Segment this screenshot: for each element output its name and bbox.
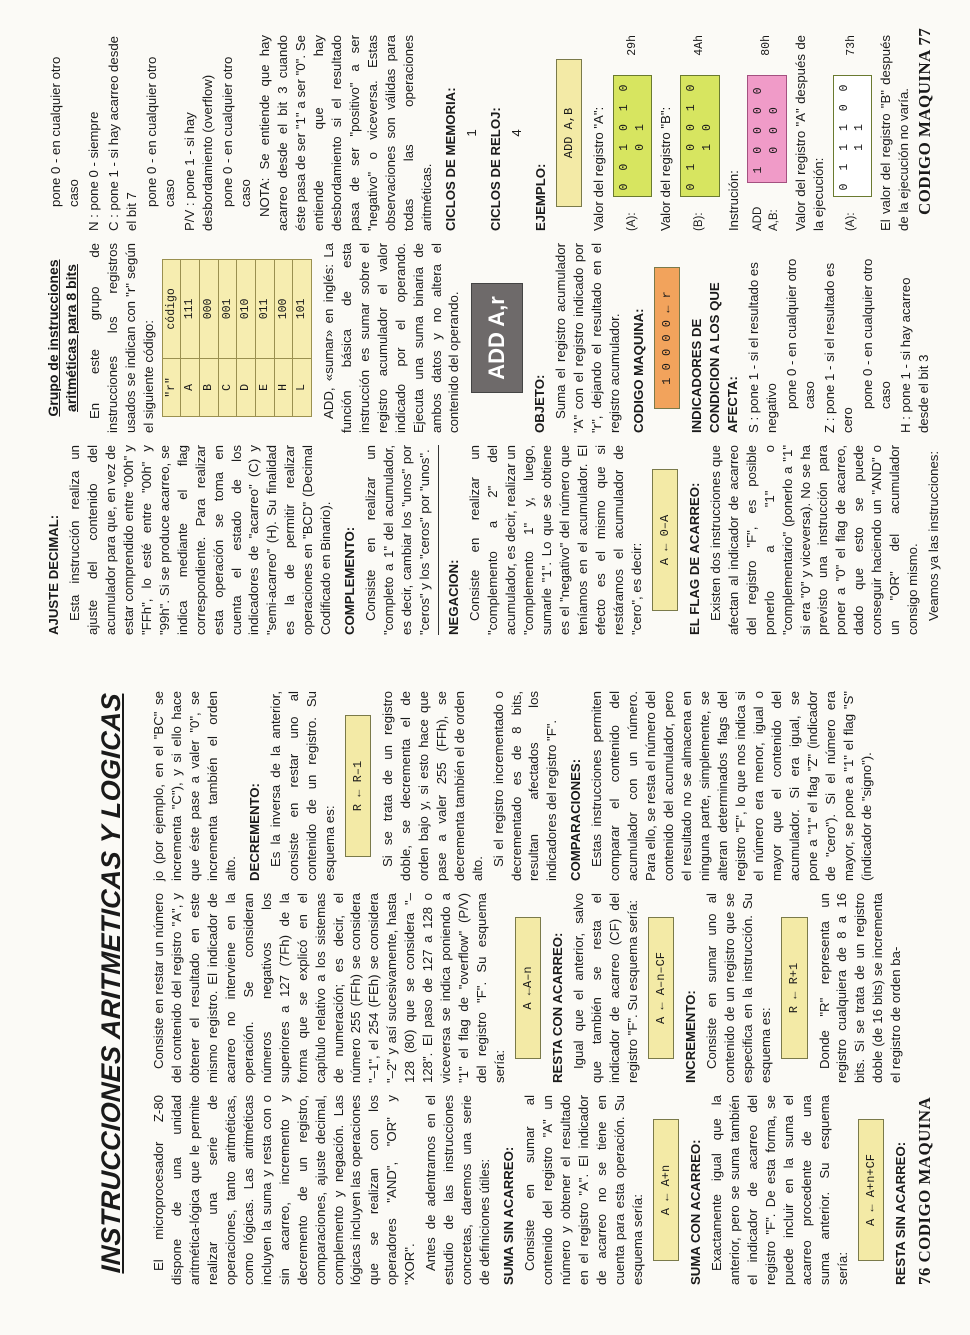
register-bits: 0 0 1 0 1 0 0 1 bbox=[613, 75, 652, 197]
paragraph: Consiste en realizar un "complemento a 2" del acumulador, es decir, realizar un "complemento 1" y, luego, sumarle "1". Lo que se obtiene es el "negativo" del número que teníamos en el acumulador. El efecto es el mismo que si restáramos el acumulador de "cero", es decir: bbox=[466, 445, 644, 635]
paragraph: Existen dos instrucciones que afectan al indicador de acarreo del registro "F", es posible ponerlo a "1" o "complementario" (ponerlo a "1" si era "0" y viceversa). No se ha previsto una instrucción para poner a "0" el flag de acarreo, dado que esto se puede conseguir haciendo un "AND" o un "OR" del acumulador consigo mismo. bbox=[707, 445, 921, 635]
paragraph: Exactamente igual que la anterior, pero se suma también el indicador de acarreo del registro "F". De esta forma, se puede incluir en la suma el acarreo procedente de una suma anterior. Su esquema sería: bbox=[709, 1095, 850, 1285]
section-heading: COMPARACIONES: bbox=[568, 758, 584, 881]
register-label: (A): bbox=[625, 212, 638, 231]
right-column-1 bbox=[45, 445, 942, 635]
section-heading: DECREMENTO: bbox=[246, 783, 262, 881]
table-cell: E bbox=[255, 358, 274, 416]
section-heading: INDICADORES DE CONDICION A LOS QUE AFECTA: bbox=[689, 282, 741, 433]
section-heading: OBJETO: bbox=[532, 374, 548, 433]
flag-line: pone 0 - en cualquier otro caso bbox=[48, 56, 81, 207]
table-cell: A bbox=[181, 358, 200, 416]
table-row bbox=[255, 260, 274, 417]
flag-line: N : pone 0 - siempre bbox=[85, 111, 101, 231]
section-heading: SUMA SIN ACARREO: bbox=[501, 1146, 517, 1285]
page-title: INSTRUCCIONES ARITMETICAS Y LOGICAS bbox=[96, 692, 126, 1274]
formula-box: A ← A+n+CF bbox=[858, 1119, 884, 1261]
table-row bbox=[274, 260, 293, 417]
flags-list bbox=[47, 35, 254, 231]
flag-line: H : pone 1 - si hay acarreo desde el bit 3 bbox=[897, 277, 931, 433]
flag-line: pone 0 - en cualquier otro caso bbox=[219, 56, 253, 207]
table-row bbox=[181, 260, 200, 417]
left-column-2 bbox=[150, 893, 904, 1083]
section-heading: EJEMPLO: bbox=[532, 163, 548, 231]
flag-line: pone 0 - en cualquier otro caso bbox=[784, 258, 818, 409]
flag-line: pone 0 - en cualquier otro caso bbox=[859, 258, 893, 409]
paragraph: Consiste en sumar al contenido del registro "A" un número y obtener el resultado en el registro "A". El indicador de acarreo no se tiene en cuenta para esta operación. Su esquema sería: bbox=[522, 1095, 645, 1285]
caption: Instrución: bbox=[725, 170, 741, 231]
instruction-row bbox=[747, 35, 786, 231]
flag-line: pone 0 - en cualquier otro caso bbox=[143, 56, 177, 207]
clock-cycles-value: 4 bbox=[508, 129, 524, 137]
note-paragraph: NOTA: Se entiende que hay acarreo desde el bit 3 cuando éste pasa de ser "1" a ser "0". Se entiende que hay desbordamiento si el resultado pasa de ser "positivo" a ser "negativo" o viceversa. Estas observaciones son válidas para todas las operaciones aritméticas. bbox=[257, 35, 435, 231]
paragraph: El microprocesador Z-80 dispone de una unidad aritmética-lógica que le permite realizar una serie de operaciones, tanto aritméticas, como lógicas. Las aritméticas incluyen la suma y resta con o sin acarreo, incremento y decremento de un registro, comparaciones, ajuste decimal, complemento y negación. Las lógicas incluyen las operaciones que se realizan con los operadores "AND", "OR" y "XOR". bbox=[151, 1095, 418, 1285]
paragraph: Consiste en restar un número del contenido del registro "A", y obtener el resultado en este mismo registro. El indicador de acarreo no interviene en la operación. Se consideran números negativos los superiores a 127 (7Fh) de la forma que se explicó en el capítulo relativo a los sistemas de numeración; es decir, el número 255 (FFh) se considera "–1", el 254 (FEh) se considera "–2" y así sucesivamente, hasta 128 (80) que se considera "–128". El paso de 127 a 128 o viceversa se indica poniendo a "1" el flag de "overflow" (P/V) del registro "F". Su esquema sería: bbox=[151, 893, 508, 1083]
caption: Valor del registro "A": bbox=[591, 106, 607, 231]
right-column-3 bbox=[45, 35, 911, 231]
caption: Valor del registro "A" después de la ejecución: bbox=[792, 35, 826, 231]
memory-cycles-value: 1 bbox=[463, 129, 479, 137]
section-heading: AJUSTE DECIMAL: bbox=[46, 514, 61, 635]
formula-box: A ← 0–A bbox=[652, 469, 678, 611]
paragraph: Esta instrucción realiza un ajuste del contenido del acumulador para que, en vez de estar comprendido entre "00h" y "FFh", lo esté entre "00h" y "99h". Si se produce acarreo, se indica mediante el flag correspondiente. Para realizar esta operación se toma en cuenta el estado de los indicadores de "acarreo" (C) y "semi-acarreo" (H). Su finalidad es la de permitir realizar operaciones en "BCD" (Decimal Codificado en Binario). bbox=[66, 445, 334, 635]
machine-code-box: 1 0 0 0 0 ← r bbox=[654, 267, 680, 409]
section-heading: EL FLAG DE ACARREO: bbox=[686, 482, 702, 635]
table-cell: 010 bbox=[237, 260, 256, 359]
register-b-row bbox=[680, 35, 719, 231]
paragraph: Igual que el anterior, salvo que también se resta el indicador de acarreo (CF) del registro "F". Su esquema sería: bbox=[571, 893, 641, 1083]
register-label: ADD A,B: bbox=[752, 206, 781, 231]
table-cell: 000 bbox=[200, 260, 219, 359]
register-bits: 0 1 0 0 1 0 1 0 bbox=[680, 75, 719, 197]
paragraph: Si el registro incrementado o decrementado es de 8 bits, resultan afectados los indicadores del registro "F". bbox=[490, 691, 560, 881]
paragraph: ADD, «sumar» en inglés: La función básica de esta instrucción es sumar sobre el registro acumulador el valor indicado por el operando. Ejecuta una suma binaria de ambos datos y no altera el contenido del operando. bbox=[320, 243, 462, 433]
paragraph: Consiste en realizar un "completo a 1" del acumulador, es decir, cambiar los "unos" por "ceros" y los "ceros" por "unos". bbox=[363, 445, 433, 635]
register-code-table bbox=[162, 259, 312, 417]
register-hex: 4Ah bbox=[693, 35, 707, 56]
section-heading: SUMA CON ACARREO: bbox=[688, 1139, 704, 1285]
paragraph: Donde "R" representa un registro cualquiera de 8 a 16 bits. Si se trata de un registro doble (de 16 bits) se incrementa el registro de orden ba- bbox=[816, 893, 904, 1083]
table-header: código bbox=[162, 260, 181, 359]
register-a-row bbox=[613, 35, 652, 231]
divider bbox=[438, 445, 439, 635]
section-heading: COMPLEMENTO: bbox=[342, 526, 358, 635]
register-label: (A): bbox=[845, 212, 858, 231]
caption: Valor del registro "B": bbox=[658, 106, 674, 231]
formula-box: A ← A+n bbox=[653, 1119, 679, 1261]
paragraph: Estas instrucciones permiten comparar el contenido del acumulador con un número. Para ello, se resta el número del contenido del acumulador, pero el resultado no se almacena en ninguna parte, simplemente, se alteran determinados flags del registro "F", lo que nos indica si el número era menor, igual o mayor que el contenido del acumulador. Si era igual, se pone a "1" el flag "Z" (indicador de "cero"). Si el número era mayor, se pone a "1" el flag "S" (indicador de "signo"). bbox=[589, 691, 874, 881]
table-cell: C bbox=[218, 358, 237, 416]
formula-box: R ← R–1 bbox=[345, 715, 371, 857]
example-box: ADD A,B bbox=[556, 59, 582, 207]
right-page-footer: CODIGO MAQUINA 77 bbox=[915, 27, 934, 215]
flag-line: C : pone 1 - si hay acarreo desde el bit 7 bbox=[105, 36, 139, 231]
paragraph: Suma el registro acumulador "A" con el registro indicado por "r", dejando el resultado en el registro acumulador. bbox=[553, 243, 623, 433]
table-cell: D bbox=[237, 358, 256, 416]
table-cell: 111 bbox=[181, 260, 200, 359]
table-cell: 100 bbox=[274, 260, 293, 359]
table-cell: B bbox=[200, 358, 219, 416]
register-hex: 73h bbox=[845, 35, 859, 56]
table-row bbox=[218, 260, 237, 417]
table-row bbox=[237, 260, 256, 417]
group-title: Grupo de instrucciones aritméticas para 8 bits bbox=[45, 259, 79, 417]
register-a-after-row bbox=[833, 35, 872, 231]
table-cell: 101 bbox=[293, 260, 312, 359]
left-column-3 bbox=[150, 691, 900, 881]
formula-box: A ← A–n–CF bbox=[648, 917, 674, 1059]
formula-box: A ←A–n bbox=[515, 917, 541, 1059]
paragraph: Veamos ya las instrucciones: bbox=[926, 450, 942, 621]
paragraph: El valor del registro "B" después de la ejecución no varía. bbox=[877, 35, 911, 231]
register-bits: 0 1 1 1 0 0 1 1 bbox=[833, 75, 872, 197]
section-heading: CICLOS DE RELOJ: bbox=[487, 107, 503, 231]
flag-line: Z : pone 1 - si el resultado es cero bbox=[822, 262, 855, 433]
instruction-banner: ADD A,r bbox=[471, 283, 523, 393]
paragraph: Si se trata de un registro doble, se decrementa el de orden bajo y, si esto hace que pase a valer 255 (FFh), se decrementa también el de orden alto. bbox=[379, 691, 485, 881]
table-row bbox=[200, 260, 219, 417]
left-page-footer: 76 CODIGO MAQUINA bbox=[915, 1096, 934, 1285]
section-heading: INCREMENTO: bbox=[683, 990, 699, 1083]
section-heading: RESTA CON ACARREO: bbox=[550, 932, 566, 1083]
table-header: "r" bbox=[162, 358, 181, 416]
section-heading: NEGACION: bbox=[446, 559, 462, 635]
table-cell: H bbox=[274, 358, 293, 416]
paragraph: En este grupo de instrucciones los registros usados se indican con "r" según el siguiente código: bbox=[87, 243, 156, 433]
formula-box: R ← R+1 bbox=[781, 917, 807, 1059]
flags-list bbox=[745, 243, 933, 433]
paragraph: Es la inversa de la anterior, consiste en restar uno al contenido de un registro. Su esquema es: bbox=[267, 691, 337, 881]
register-hex: 29h bbox=[625, 35, 639, 56]
flag-line: P/V : pone 1 - si hay desbordamiento (overflow) bbox=[181, 74, 215, 231]
section-heading: CODIGO MAQUINA: bbox=[631, 308, 647, 433]
paragraph: Consiste en sumar uno al contenido de un registro que se especifica en la instrucción. Su esquema es: bbox=[704, 893, 774, 1083]
section-heading: RESTA SIN ACARREO: bbox=[892, 1141, 908, 1285]
table-cell: L bbox=[293, 358, 312, 416]
table-cell: 011 bbox=[255, 260, 274, 359]
left-column-1 bbox=[150, 1095, 908, 1285]
table-cell: 001 bbox=[218, 260, 237, 359]
register-hex: 80h bbox=[760, 35, 774, 56]
paragraph: jo (por ejemplo, en el "BC" se incrementa "C"), y si ello hace que éste pase a valer "0", se incrementa también el orden alto. bbox=[151, 691, 238, 881]
section-heading: CICLOS DE MEMORIA: bbox=[443, 87, 459, 231]
register-bits: 1 0 0 0 0 0 0 0 bbox=[747, 75, 786, 183]
register-label: (B): bbox=[693, 212, 706, 231]
paragraph: Antes de adentrarnos en el estudio de las instrucciones concretas, daremos una serie de definiciones útiles: bbox=[423, 1095, 493, 1285]
flag-line: S : pone 1 - si el resultado es negativo bbox=[746, 262, 780, 433]
right-column-2 bbox=[45, 243, 931, 433]
table-row bbox=[293, 260, 312, 417]
